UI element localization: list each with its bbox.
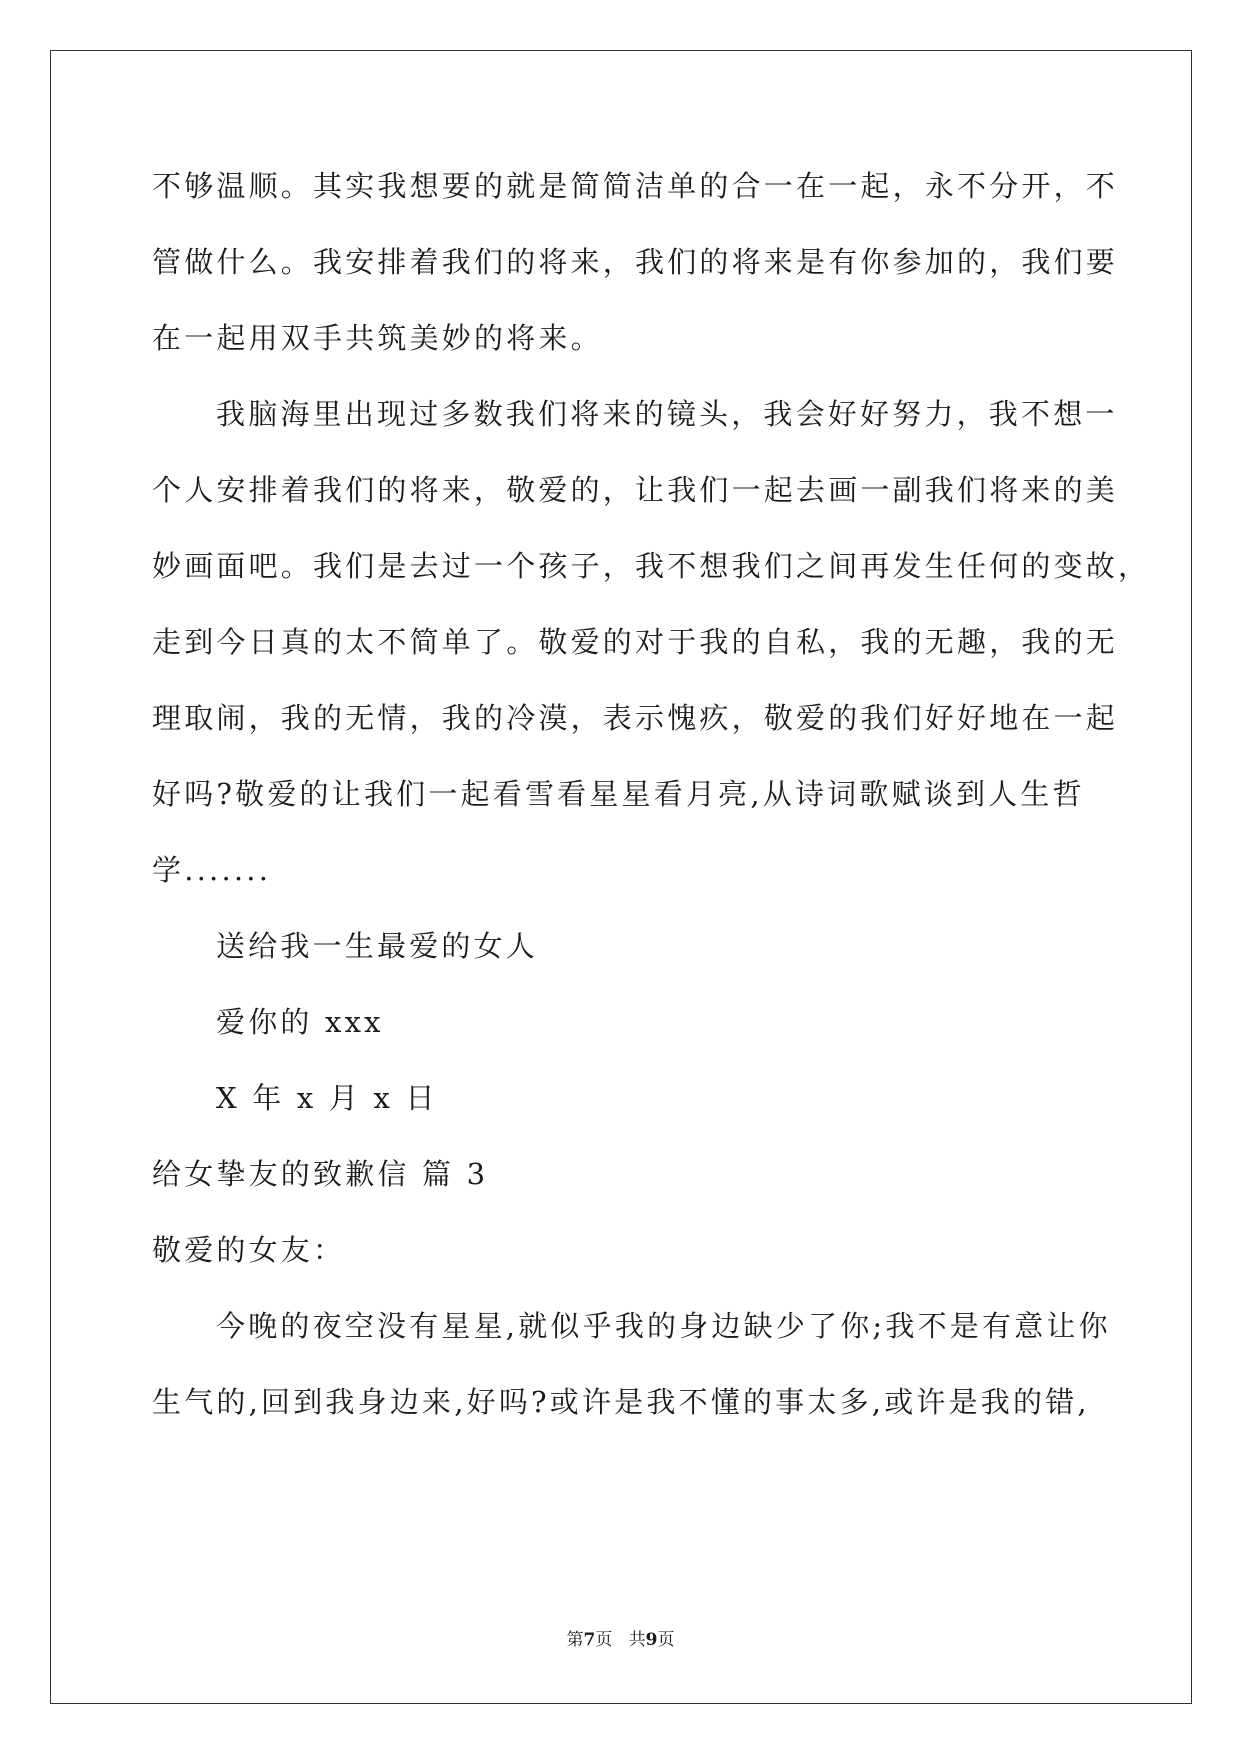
page-total: 9 (645, 1630, 658, 1650)
page-suffix: 页 (657, 1630, 675, 1650)
body-line-6: 妙画面吧。我们是去过一个孩子，我不想我们之间再发生任何的变故， (152, 549, 1151, 583)
body-line-2: 管做什么。我安排着我们的将来，我们的将来是有你参加的，我们要 (152, 245, 1119, 279)
signature-line: 爱你的 xxx (216, 1005, 384, 1039)
page-mid: 页 共 (595, 1630, 646, 1650)
body-line-10: 学....... (152, 853, 272, 887)
section-heading: 给女挚友的致歉信 篇 3 (152, 1157, 489, 1191)
body-line-17: 生气的,回到我身边来,好吗?或许是我不懂的事太多,或许是我的错, (152, 1385, 1090, 1419)
page-prefix: 第 (566, 1630, 584, 1650)
body-line-5: 个人安排着我们的将来，敬爱的，让我们一起去画一副我们将来的美 (152, 473, 1119, 507)
date-line: X 年 x 月 x 日 (216, 1081, 438, 1115)
page-current: 7 (583, 1630, 596, 1650)
dedication-line: 送给我一生最爱的女人 (216, 929, 539, 963)
body-line-9: 好吗?敬爱的让我们一起看雪看星星看月亮,从诗词歌赋谈到人生哲 (152, 777, 1085, 811)
body-line-7: 走到今日真的太不简单了。敬爱的对于我的自私，我的无趣，我的无 (152, 625, 1119, 659)
body-line-4: 我脑海里出现过多数我们将来的镜头，我会好好努力，我不想一 (216, 397, 1118, 431)
body-line-1: 不够温顺。其实我想要的就是简简洁单的合一在一起，永不分开，不 (152, 169, 1119, 203)
salutation: 敬爱的女友： (152, 1233, 346, 1267)
page-footer (0, 1628, 1241, 1652)
body-line-16: 今晚的夜空没有星星,就似乎我的身边缺少了你;我不是有意让你 (216, 1309, 1111, 1343)
body-line-8: 理取闹，我的无情，我的冷漠，表示愧疚，敬爱的我们好好地在一起 (152, 701, 1119, 735)
body-line-3: 在一起用双手共筑美妙的将来。 (152, 321, 603, 355)
